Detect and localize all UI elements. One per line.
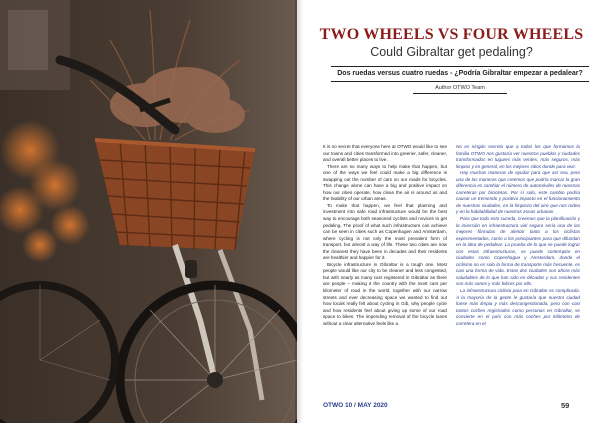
page-number: 59	[561, 401, 570, 410]
article-subtitle: Could Gibraltar get pedaling?	[370, 45, 533, 59]
bicycle-illustration	[0, 0, 297, 423]
page-spine-shadow	[295, 0, 303, 423]
spanish-paragraph: No es ningún secreto que a todos los que formamos la familia OTWO nos gustaría ver nuestros pueblos y ciudades transformados en lugares más verdes, más seguros, más limpios y en general, en los mejores sitios donde para vivir.	[456, 144, 580, 169]
article-page	[303, 0, 600, 423]
issue-footer: OTWO 10 / MAY 2020	[323, 402, 388, 409]
english-paragraph: To make that happen, we feel that planning and investment into safe road infrastructure would be the best way to encourage both seasoned cyclists and novices to get pedaling. The proof of what such infrastructure can achieve can be seen in cities such as Copenhagen and Amsterdam, where cycling is not only the most prevalent form of transport, but almost a way of life. These two cities are now the cleanest they have been in decades and their residents are healthier and happier for it.	[323, 202, 447, 261]
english-paragraph: Bicycle infrastructure in Gibraltar is a tough one. Most people would like our city to be cleaner and less congested, but with nearly as many cars registered in Gibraltar as there are people – making it the country with the most cars per kilometer of road in the world, together with our narrow streets and ever decreasing space we wanted to find out how locals really felt about cycling in Gib, why people cycle and how residents feel about giving up some of our road space to bikes. The impending removal of the bicycle lanes without a clear alternative feels like a	[323, 261, 447, 326]
title-rule-top	[331, 66, 589, 67]
english-paragraph: There are so many ways to help make that happen, but one of the ways we feel could make a big difference is swapping out the number of cars on our roads for bicycles. This change alone can have a big and positive impact on how our cities operate, how clean the air is around us and the livability of our urban areas.	[323, 163, 447, 202]
author-rule	[413, 93, 507, 94]
author-credit: Author OTWO Team	[435, 85, 485, 91]
spanish-paragraph: La infraestructura ciclista para en Gibraltar es complicada. A la mayoría de la gente le gustaría que nuestra ciudad fuese más limpia y más descongestionada, pero con casi tantos coches registrados como personas en Gibraltar, se convierte en el país con más coches por kilómetro de carretera en el	[456, 288, 580, 326]
title-rule-bottom	[331, 81, 589, 82]
english-paragraph: It is no secret that everyone here at OTWO would like to see our towns and cities transformed into greener, safer, cleaner, and overall better places to live.	[323, 144, 447, 163]
spanish-title: Dos ruedas versus cuatro ruedas - ¿Podría Gibraltar empezar a pedalear?	[337, 70, 583, 77]
spanish-paragraph: Hay muchas maneras de ayudar para que así sea, pero una de las maneras que creemos que podría marcar la gran diferencia es cambiar el número de automóviles de nuestras carreteras por bicicletas. Por sí solo, este cambio podría causar un tremendo y positivo impacto en el funcionamiento de nuestras ciudades, en la limpieza del aire que nos rodea y en la habitabilidad de nuestras zonas urbanas.	[456, 170, 580, 215]
spanish-paragraph: Para que todo esto suceda, creemos que la planificación y la inversión en infraestructura vial segura sería una de las mejores fórmulas de alentar tanto a los ciclistas experimentados, como a los principiantes para que difundan en la idea de pedalear. La prueba de lo que se puede lograr con estas infraestructuras, se puede contemplar en ciudades como Copenhague y Ámsterdam, donde el ciclismo no es solo la forma de transporte más frecuente, es casi una forma de vida. Estas dos ciudades son ahora más saludables de lo que han sido en décadas y sus residentes son más sanos y más felices por ello.	[456, 216, 580, 287]
english-column	[323, 144, 447, 327]
bicycle-photo	[0, 0, 297, 423]
spanish-column	[456, 144, 580, 327]
article-title: TWO WHEELS VS FOUR WHEELS	[319, 26, 584, 43]
